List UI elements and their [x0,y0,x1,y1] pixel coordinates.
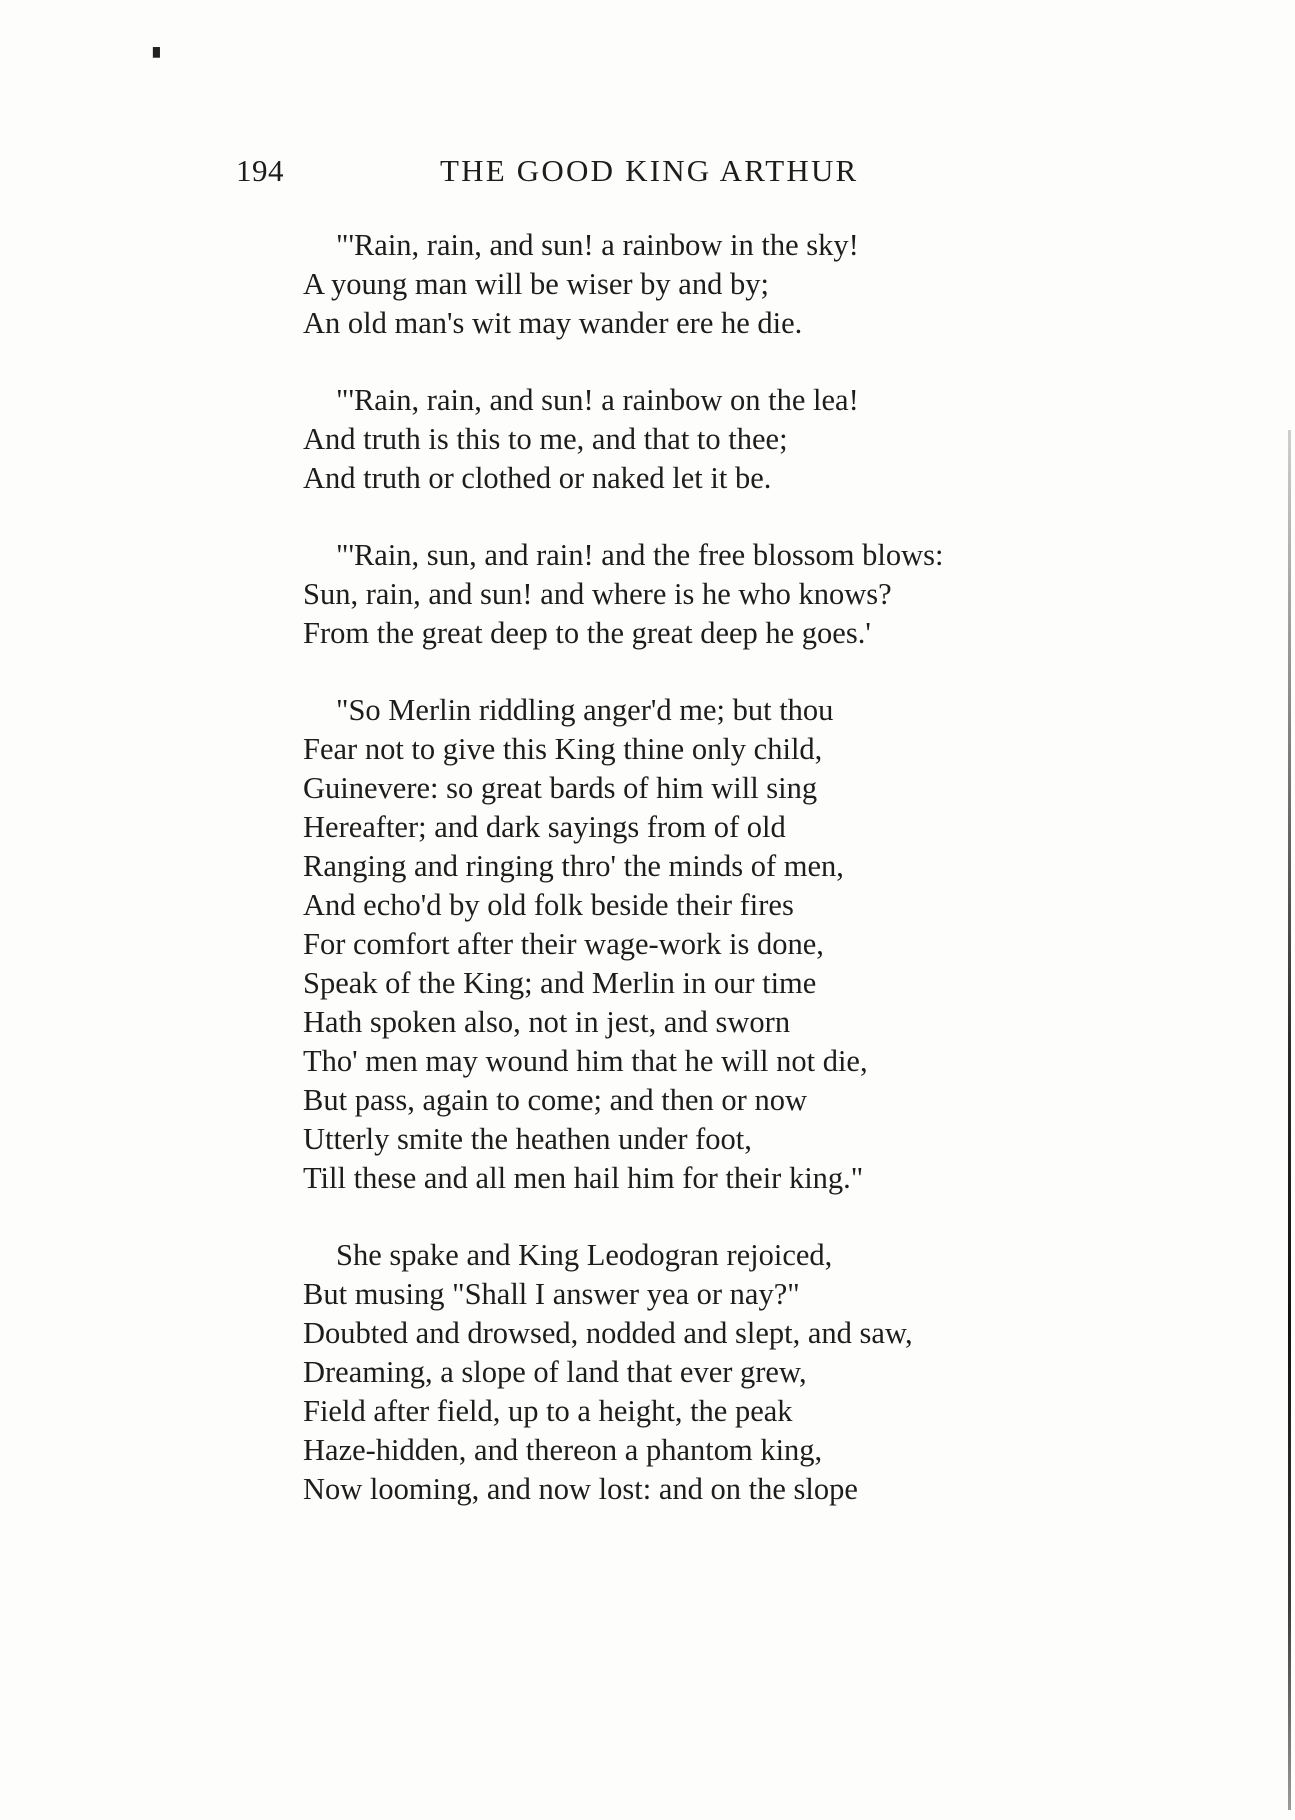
verse-line: "'Rain, sun, and rain! and the free blossom blows: [336,538,944,572]
verse-line: She spake and King Leodogran rejoiced, [336,1238,833,1272]
verse-line: From the great deep to the great deep he goes.' [303,616,871,650]
verse-line: Tho' men may wound him that he will not die, [303,1044,868,1078]
scan-speck: ▘ [153,48,167,68]
verse-line: Now looming, and now lost: and on the slope [303,1472,858,1506]
verse-line: An old man's wit may wander ere he die. [303,306,803,340]
verse-line: Hath spoken also, not in jest, and sworn [303,1005,791,1039]
verse-line: For comfort after their wage-work is done, [303,927,824,961]
verse-line: But pass, again to come; and then or now [303,1083,807,1117]
scan-page-edge [1288,430,1291,1810]
verse-line: Hereafter; and dark sayings from of old [303,810,786,844]
poem-body [303,226,1203,1547]
verse-line: Field after field, up to a height, the peak [303,1394,793,1428]
verse-line: And truth or clothed or naked let it be. [303,461,772,495]
stanza-2 [303,381,1203,498]
running-title: THE GOOD KING ARTHUR [440,153,859,188]
page-number: 194 [236,153,284,188]
stanza-1 [303,226,1203,343]
verse-line: A young man will be wiser by and by; [303,267,769,301]
verse-line: Utterly smite the heathen under foot, [303,1122,752,1156]
verse-line: Doubted and drowsed, nodded and slept, and saw, [303,1316,913,1350]
verse-line: And echo'd by old folk beside their fires [303,888,794,922]
stanza-5 [303,1236,1203,1509]
verse-line: "So Merlin riddling anger'd me; but thou [336,693,834,727]
verse-line: Ranging and ringing thro' the minds of men, [303,849,844,883]
verse-line: But musing "Shall I answer yea or nay?" [303,1277,800,1311]
verse-line: And truth is this to me, and that to thee; [303,422,788,456]
verse-line: Sun, rain, and sun! and where is he who knows? [303,577,892,611]
verse-line: "'Rain, rain, and sun! a rainbow on the lea! [336,383,859,417]
verse-line: Dreaming, a slope of land that ever grew, [303,1355,807,1389]
verse-line: Speak of the King; and Merlin in our time [303,966,817,1000]
verse-line: Guinevere: so great bards of him will sing [303,771,818,805]
stanza-4 [303,691,1203,1198]
verse-line: Fear not to give this King thine only child, [303,732,823,766]
verse-line: Till these and all men hail him for their king." [303,1161,864,1195]
verse-line: "'Rain, rain, and sun! a rainbow in the sky! [336,228,859,262]
verse-line: Haze-hidden, and thereon a phantom king, [303,1433,823,1467]
stanza-3 [303,536,1203,653]
